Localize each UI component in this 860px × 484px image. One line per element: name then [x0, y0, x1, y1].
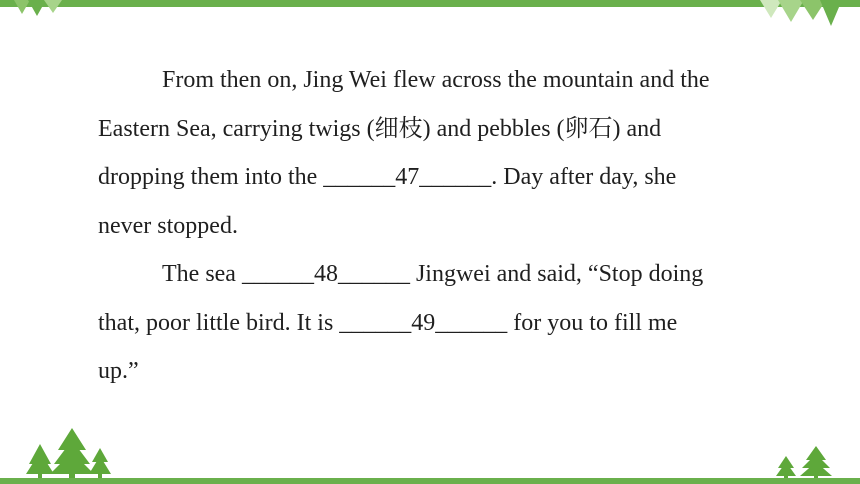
passage-line: The sea ______48______ Jingwei and said, “Stop doing [162, 261, 704, 287]
passage-line: dropping them into the ______47______. Day after day, she [98, 164, 677, 190]
pine-tree-icon [22, 428, 112, 480]
triangle-bunting-icon [14, 0, 62, 18]
passage-line: never stopped. [98, 212, 238, 239]
triangle-bunting-icon [760, 0, 842, 26]
passage-line: From then on, Jing Wei flew across the mountain and the [162, 67, 710, 93]
passage-line: Eastern Sea, carrying twigs (细枝) and pebbles (卵石) and [98, 115, 662, 142]
passage-line: up.” [98, 358, 139, 384]
pine-tree-icon [772, 446, 836, 480]
top-border-bar [0, 0, 860, 7]
passage-line: that, poor little bird. It is ______49______ for you to fill me [98, 309, 678, 336]
bottom-border-bar [0, 478, 860, 484]
passage-text [98, 56, 798, 396]
